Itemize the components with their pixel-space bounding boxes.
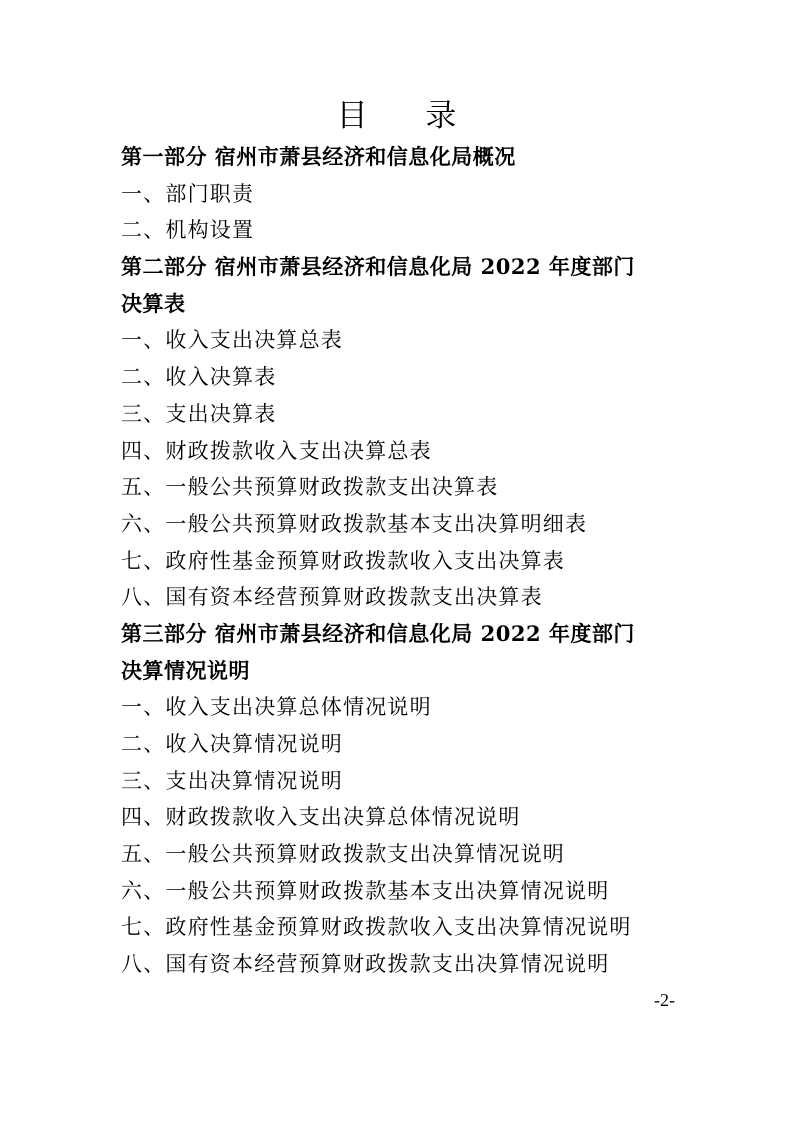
toc-item[interactable]: 八、国有资本经营预算财政拨款支出决算表 — [121, 585, 543, 610]
toc-item[interactable]: 一、部门职责 — [121, 181, 255, 206]
toc-part-2[interactable]: 第二部分 宿州市萧县经济和信息化局 2022 年度部门 — [121, 254, 635, 280]
toc-part-2-continued[interactable]: 决算表 — [121, 290, 186, 316]
toc-item[interactable]: 五、一般公共预算财政拨款支出决算表 — [121, 475, 499, 500]
toc-part-1[interactable]: 第一部分 宿州市萧县经济和信息化局概况 — [121, 144, 516, 169]
toc-item[interactable]: 三、支出决算表 — [121, 401, 277, 426]
toc-item[interactable]: 七、政府性基金预算财政拨款收入支出决算表 — [121, 548, 565, 573]
toc-item[interactable]: 六、一般公共预算财政拨款基本支出决算情况说明 — [121, 878, 610, 903]
toc-item[interactable]: 二、收入决算表 — [121, 365, 277, 390]
toc-item[interactable]: 七、政府性基金预算财政拨款收入支出决算情况说明 — [121, 915, 632, 940]
toc-item[interactable]: 四、财政拨款收入支出决算总体情况说明 — [121, 805, 521, 830]
toc-item[interactable]: 一、收入支出决算总表 — [121, 328, 343, 353]
toc-item[interactable]: 二、机构设置 — [121, 218, 255, 243]
table-of-contents — [121, 139, 681, 983]
toc-item[interactable]: 一、收入支出决算总体情况说明 — [121, 695, 432, 720]
page-number: -2- — [654, 990, 675, 1010]
toc-part-3[interactable]: 第三部分 宿州市萧县经济和信息化局 2022 年度部门 — [121, 620, 635, 646]
page-title: 目 录 — [336, 98, 481, 134]
toc-item[interactable]: 五、一般公共预算财政拨款支出决算情况说明 — [121, 842, 565, 867]
toc-part-3-continued[interactable]: 决算情况说明 — [121, 657, 250, 683]
toc-item[interactable]: 八、国有资本经营预算财政拨款支出决算情况说明 — [121, 952, 610, 977]
toc-item[interactable]: 六、一般公共预算财政拨款基本支出决算明细表 — [121, 511, 588, 536]
toc-item[interactable]: 二、收入决算情况说明 — [121, 732, 343, 756]
toc-item[interactable]: 三、支出决算情况说明 — [121, 768, 343, 793]
toc-item[interactable]: 四、财政拨款收入支出决算总表 — [121, 438, 432, 463]
